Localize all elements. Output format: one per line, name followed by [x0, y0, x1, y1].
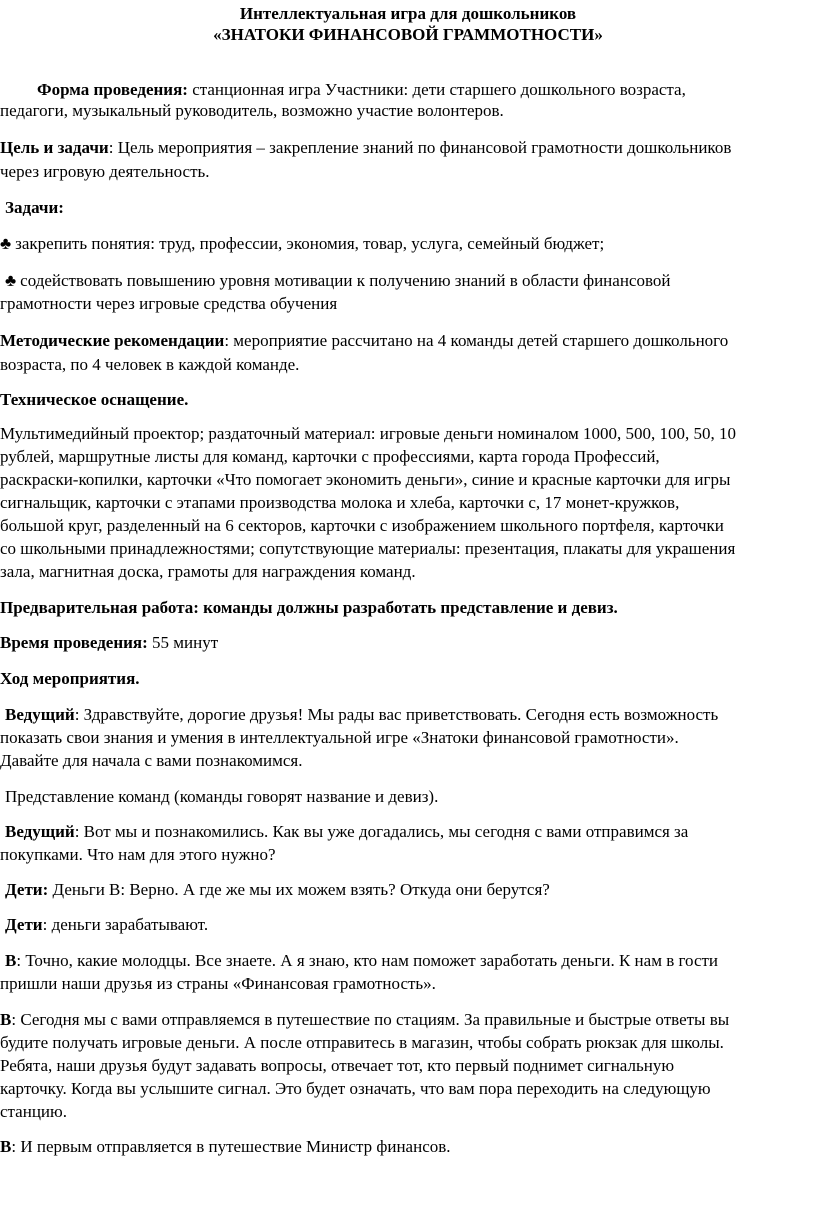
kids1-label: Дети:	[5, 880, 49, 899]
form-line1	[37, 79, 816, 101]
kids2-line	[5, 914, 816, 936]
intro-line: Представление команд (команды говорят название и девиз).	[5, 787, 439, 806]
lead1-line1	[5, 704, 816, 726]
time-text: 55 минут	[147, 633, 219, 652]
kids1-text: Деньги В: Верно. А где же мы их можем взять? Откуда они берутся?	[48, 880, 550, 899]
v2-line: будите получать игровые деньги. А после отправитесь в магазин, чтобы собрать рюкзак для школы.	[0, 1033, 724, 1052]
v1-text2: пришли наши друзья из страны «Финансовая грамотность».	[0, 974, 436, 993]
method-text1: : мероприятие рассчитано на 4 команды детей старшего дошкольного	[224, 331, 729, 350]
v3-text: : И первым отправляется в путешествие Министр финансов.	[11, 1137, 451, 1156]
v2-text1: : Сегодня мы с вами отправляемся в путешествие по стациям. За правильные и быстрые ответы вы	[11, 1010, 730, 1029]
v2-line1	[0, 1009, 816, 1031]
method-line1	[0, 330, 816, 352]
goal-text1: : Цель мероприятия – закрепление знаний по финансовой грамотности дошкольников	[108, 138, 732, 157]
goal-label: Цель и задачи	[0, 138, 109, 157]
tasks-heading	[5, 197, 816, 219]
kids2-text: : деньги зарабатывают.	[42, 915, 209, 934]
equip-line: рублей, маршрутные листы для команд, карточки с профессиями, карта города Профессий,	[0, 447, 660, 466]
time-label: Время проведения:	[0, 633, 148, 652]
equip-heading	[0, 389, 816, 411]
equip-line: со школьными принадлежностями; сопутствующие материалы: презентация, плакаты для украшения	[0, 539, 736, 558]
form-text1: станционная игра Участники: дети старшего дошкольного возраста,	[187, 80, 686, 99]
equip-line: раскраски-копилки, карточки «Что помогает экономить деньги», синие и красные карточки для игры	[0, 470, 731, 489]
course-heading	[0, 668, 816, 690]
lead1-text1: : Здравствуйте, дорогие друзья! Мы рады вас приветствовать. Сегодня есть возможность	[74, 705, 719, 724]
v2-line: станцию.	[0, 1102, 67, 1121]
v2-label: В	[0, 1010, 12, 1029]
goal-text2: через игровую деятельность.	[0, 162, 210, 181]
lead2-label: Ведущий	[5, 822, 75, 841]
lead1-label: Ведущий	[5, 705, 75, 724]
lead2-text2: покупками. Что нам для этого нужно?	[0, 845, 276, 864]
task-item-2-text: содействовать повышению уровня мотивации к получению знаний в области финансовой	[20, 271, 671, 290]
v1-label: В	[5, 951, 17, 970]
task-item-2-line2: грамотности через игровые средства обучения	[0, 294, 338, 313]
v2-line: Ребята, наши друзья будут задавать вопросы, отвечает тот, кто первый поднимет сигнальную	[0, 1056, 675, 1075]
tasks-label: Задачи:	[5, 198, 64, 217]
document-title-line1: Интеллектуальная игра для дошкольников	[239, 4, 577, 23]
v2-line: карточку. Когда вы услышите сигнал. Это будет означать, что вам пора переходить на следующую	[0, 1079, 711, 1098]
task-item-1-text: закрепить понятия: труд, профессии, экономия, товар, услуга, семейный бюджет;	[15, 234, 605, 253]
kids1-line	[5, 879, 816, 901]
equip-line: большой круг, разделенный на 6 секторов, карточки с изображением школьного портфеля, карточки	[0, 516, 724, 535]
prep-line	[0, 597, 816, 619]
task-item-2	[5, 270, 816, 292]
equip-line: Мультимедийный проектор; раздаточный материал: игровые деньги номиналом 1000, 500, 100, 50, 10	[0, 424, 737, 443]
form-text2: педагоги, музыкальный руководитель, возможно участие волонтеров.	[0, 101, 504, 120]
v1-text1: : Точно, какие молодцы. Все знаете. А я знаю, кто нам поможет заработать деньги. К нам в гости	[16, 951, 719, 970]
lead1-text3: Давайте для начала с вами познакомимся.	[0, 751, 303, 770]
equip-line: зала, магнитная доска, грамоты для награждения команд.	[0, 562, 416, 581]
method-label: Методические рекомендации	[0, 331, 225, 350]
lead2-text1: : Вот мы и познакомились. Как вы уже догадались, мы сегодня с вами отправимся за	[74, 822, 689, 841]
lead2-line1	[5, 821, 816, 843]
course-label: Ход мероприятия.	[0, 669, 140, 688]
club-bullet-icon: ♣	[5, 271, 17, 290]
v3-line	[0, 1136, 816, 1158]
goal-line1	[0, 137, 816, 159]
form-label: Форма проведения:	[37, 80, 188, 99]
kids2-label: Дети	[5, 915, 43, 934]
equip-label: Техническое оснащение.	[0, 390, 189, 409]
club-bullet-icon: ♣	[0, 234, 12, 253]
document-title-line2: «ЗНАТОКИ ФИНАНСОВОЙ ГРАММОТНОСТИ»	[213, 25, 603, 44]
lead1-text2: показать свои знания и умения в интеллектуальной игре «Знатоки финансовой грамотности».	[0, 728, 679, 747]
method-text2: возраста, по 4 человек в каждой команде.	[0, 355, 300, 374]
task-item-1	[0, 233, 816, 255]
v1-line1	[5, 950, 816, 972]
prep-label: Предварительная работа: команды должны разработать представление и девиз.	[0, 598, 618, 617]
v3-label: В	[0, 1137, 12, 1156]
time-line	[0, 632, 816, 654]
equip-line: сигнальщик, карточки с этапами производства молока и хлеба, карточки с, 17 монет-кружков,	[0, 493, 680, 512]
